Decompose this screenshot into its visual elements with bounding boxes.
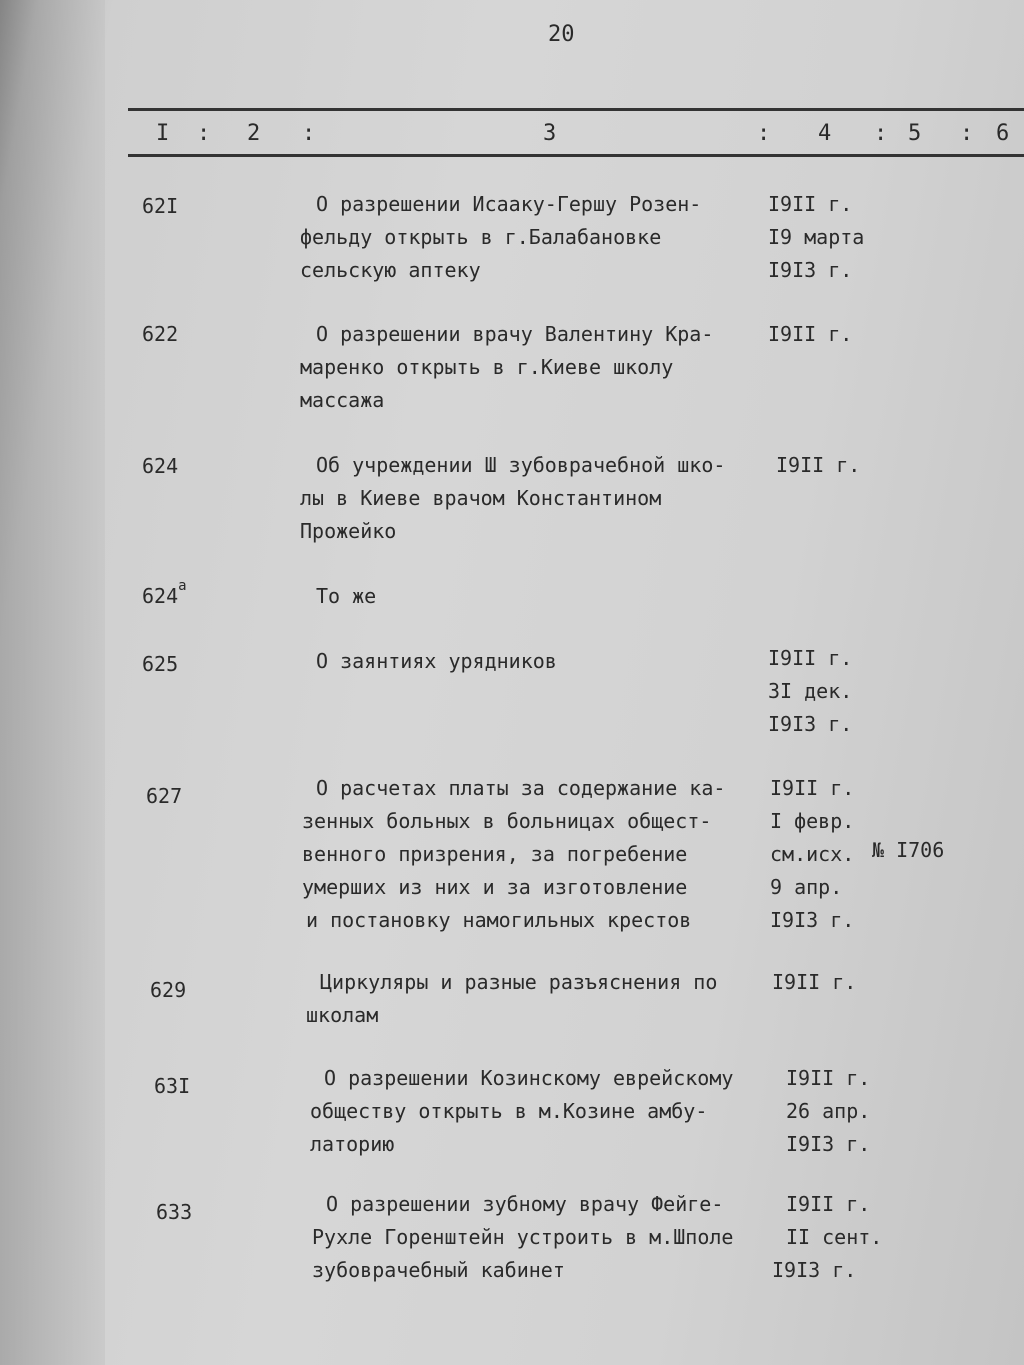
entry-title: То же — [316, 584, 377, 608]
header-col-1: I — [156, 121, 170, 146]
entry-dates: I9II г. I9 марта I9I3 г. — [768, 192, 865, 282]
entry-dates: I9II г. II сент. I9I3 г. — [772, 1192, 883, 1282]
entry-title: О разрешении Козинскому еврейскому обществу открыть в м.Козине амбу- латорию — [310, 1066, 734, 1156]
entry-number: 62I — [142, 194, 179, 218]
header-separator-2: : — [302, 121, 316, 146]
entry-dates: I9II г. — [772, 970, 857, 994]
header-separator-5: : — [960, 121, 974, 146]
entry-number: 629 — [150, 978, 187, 1002]
entry-title: О разрешении Исааку-Гершу Розен- фельду открыть в г.Балабановке сельскую аптеку — [300, 192, 702, 282]
entry-title: О расчетах платы за содержание ка- зенных больных в больницах общест- венного призрения, за погребение умерших из них и за изготовление и постановку намогильных крестов — [302, 776, 726, 932]
header-separator-3: : — [757, 121, 771, 146]
entry-title: Об учреждении Ш зубоврачебной шко- лы в Киеве врачом Константином Прожейко — [300, 453, 726, 543]
entry-note: № I706 — [872, 838, 945, 862]
entry-number: 627 — [146, 784, 183, 808]
entry-number: $624^а$ — [142, 578, 187, 608]
header-col-4: 4 — [818, 121, 832, 146]
entry-number: 624 — [142, 454, 179, 478]
entry-title: О заянтиях урядников — [316, 649, 557, 673]
header-bottom-rule — [128, 154, 1024, 157]
entry-title: О разрешении зубному врачу Фейге- Рухле Горенштейн устроить в м.Шполе зубоврачебный кабинет — [312, 1192, 734, 1282]
page-number: 20 — [548, 22, 575, 47]
header-col-5: 5 — [908, 121, 922, 146]
header-col-2: 2 — [247, 121, 261, 146]
entry-number-suffix: а — [178, 578, 187, 594]
header-top-rule — [128, 108, 1024, 111]
entry-number: 622 — [142, 322, 179, 346]
header-separator-1: : — [197, 121, 211, 146]
entry-title: О разрешении врачу Валентину Кра- маренко открыть в г.Киеве школу массажа — [300, 322, 714, 412]
entry-dates: I9II г. — [768, 322, 853, 346]
entry-dates: I9II г. 3I дек. I9I3 г. — [768, 646, 853, 736]
entry-dates: I9II г. — [776, 453, 861, 477]
entry-number: 63I — [154, 1074, 191, 1098]
entry-dates: I9II г. 26 апр. I9I3 г. — [786, 1066, 871, 1156]
entry-number: 625 — [142, 652, 179, 676]
book-spine-shadow — [0, 0, 105, 1365]
entry-title: Циркуляры и разные разъяснения по школам — [306, 970, 718, 1027]
header-separator-4: : — [874, 121, 888, 146]
header-col-6: 6 — [996, 121, 1010, 146]
entry-dates: I9II г. I февр. см.исх. 9 апр. I9I3 г. — [770, 776, 855, 932]
header-col-3: 3 — [543, 121, 557, 146]
entry-number: 633 — [156, 1200, 193, 1224]
